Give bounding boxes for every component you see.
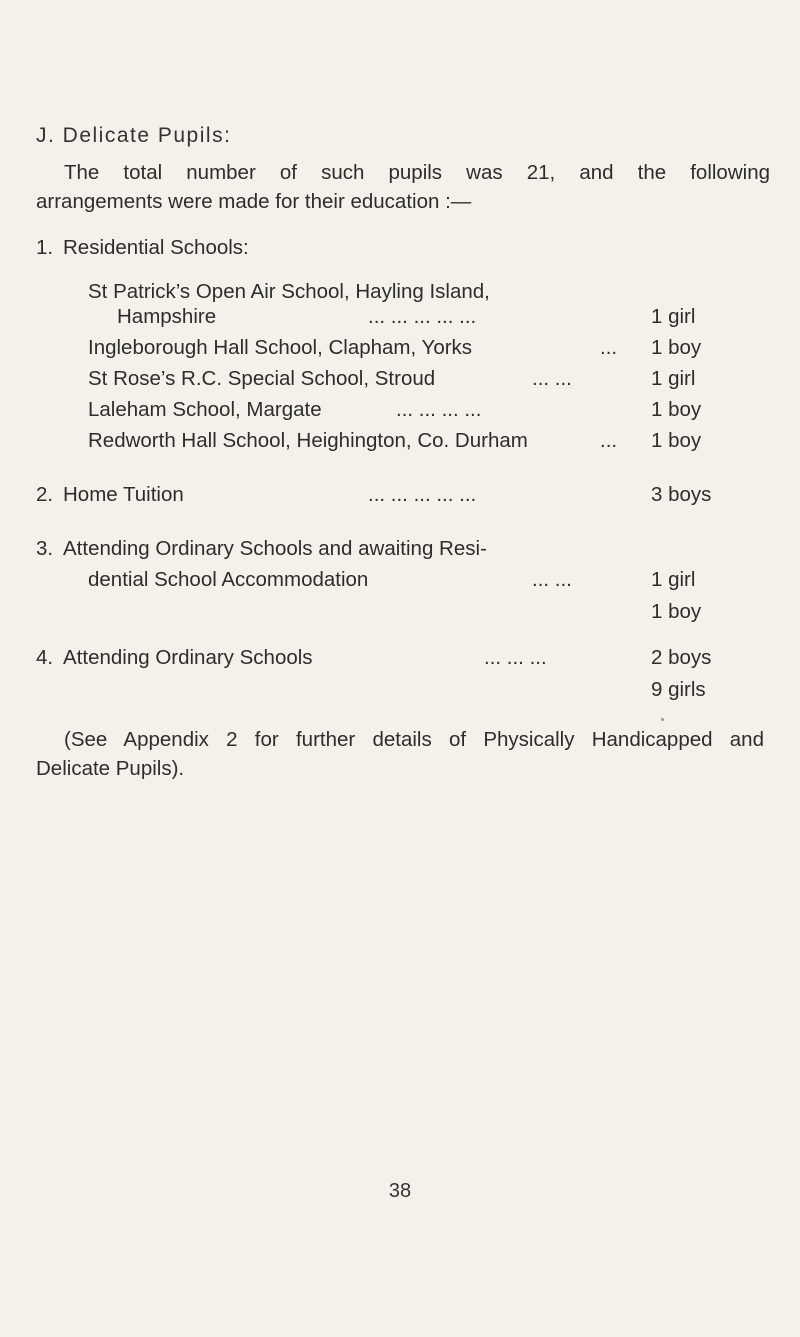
quantity: 1 boy bbox=[651, 336, 702, 359]
leader-dots: ... bbox=[600, 336, 618, 359]
page-number: 38 bbox=[388, 1180, 412, 1202]
closing-paragraph bbox=[36, 725, 764, 783]
residential-item-1-line-1: St Patrick’s Open Air School, Hayling Island, bbox=[88, 280, 490, 303]
section-number: 4. bbox=[36, 646, 54, 669]
intro-paragraph bbox=[36, 158, 770, 216]
residential-item-1-line-2: Hampshire bbox=[117, 305, 217, 328]
quantity: 3 boys bbox=[651, 483, 712, 506]
leader-dots: ... ... ... ... ... bbox=[368, 305, 477, 328]
quantity: 1 boy bbox=[651, 600, 702, 623]
leader-dots: ... ... ... ... bbox=[396, 398, 482, 421]
leader-dots: ... ... bbox=[532, 568, 572, 591]
awaiting-line-1: Attending Ordinary Schools and awaiting Resi- bbox=[63, 537, 487, 560]
residential-item-4: Laleham School, Margate bbox=[88, 398, 322, 421]
residential-title: Residential Schools: bbox=[63, 236, 249, 259]
residential-item-3: St Rose’s R.C. Special School, Stroud bbox=[88, 367, 436, 390]
section-number: 2. bbox=[36, 483, 54, 506]
paper-speck bbox=[661, 718, 664, 721]
quantity: 9 girls bbox=[651, 678, 706, 701]
section-number: 1. bbox=[36, 236, 54, 259]
section-heading: J. Delicate Pupils: bbox=[36, 124, 232, 147]
closing-line-2: Delicate Pupils). bbox=[36, 757, 185, 780]
quantity: 1 boy bbox=[651, 398, 702, 421]
residential-item-5: Redworth Hall School, Heighington, Co. Durham bbox=[88, 429, 528, 452]
quantity: 1 boy bbox=[651, 429, 702, 452]
section-number: 3. bbox=[36, 537, 54, 560]
closing-line-1: (See Appendix 2 for further details of Physically Handicapped and bbox=[64, 728, 764, 751]
home-tuition-title: Home Tuition bbox=[63, 483, 184, 506]
quantity: 2 boys bbox=[651, 646, 712, 669]
residential-item-2: Ingleborough Hall School, Clapham, Yorks bbox=[88, 336, 473, 359]
intro-line-2: arrangements were made for their education :— bbox=[36, 190, 472, 213]
quantity: 1 girl bbox=[651, 568, 696, 591]
leader-dots: ... ... ... bbox=[484, 646, 547, 669]
ordinary-title: Attending Ordinary Schools bbox=[63, 646, 313, 669]
awaiting-line-2: dential School Accommodation bbox=[88, 568, 369, 591]
leader-dots: ... ... bbox=[532, 367, 572, 390]
quantity: 1 girl bbox=[651, 367, 696, 390]
quantity: 1 girl bbox=[651, 305, 696, 328]
intro-line-1: The total number of such pupils was 21, and the following bbox=[64, 161, 770, 184]
leader-dots: ... bbox=[600, 429, 618, 452]
leader-dots: ... ... ... ... ... bbox=[368, 483, 477, 506]
